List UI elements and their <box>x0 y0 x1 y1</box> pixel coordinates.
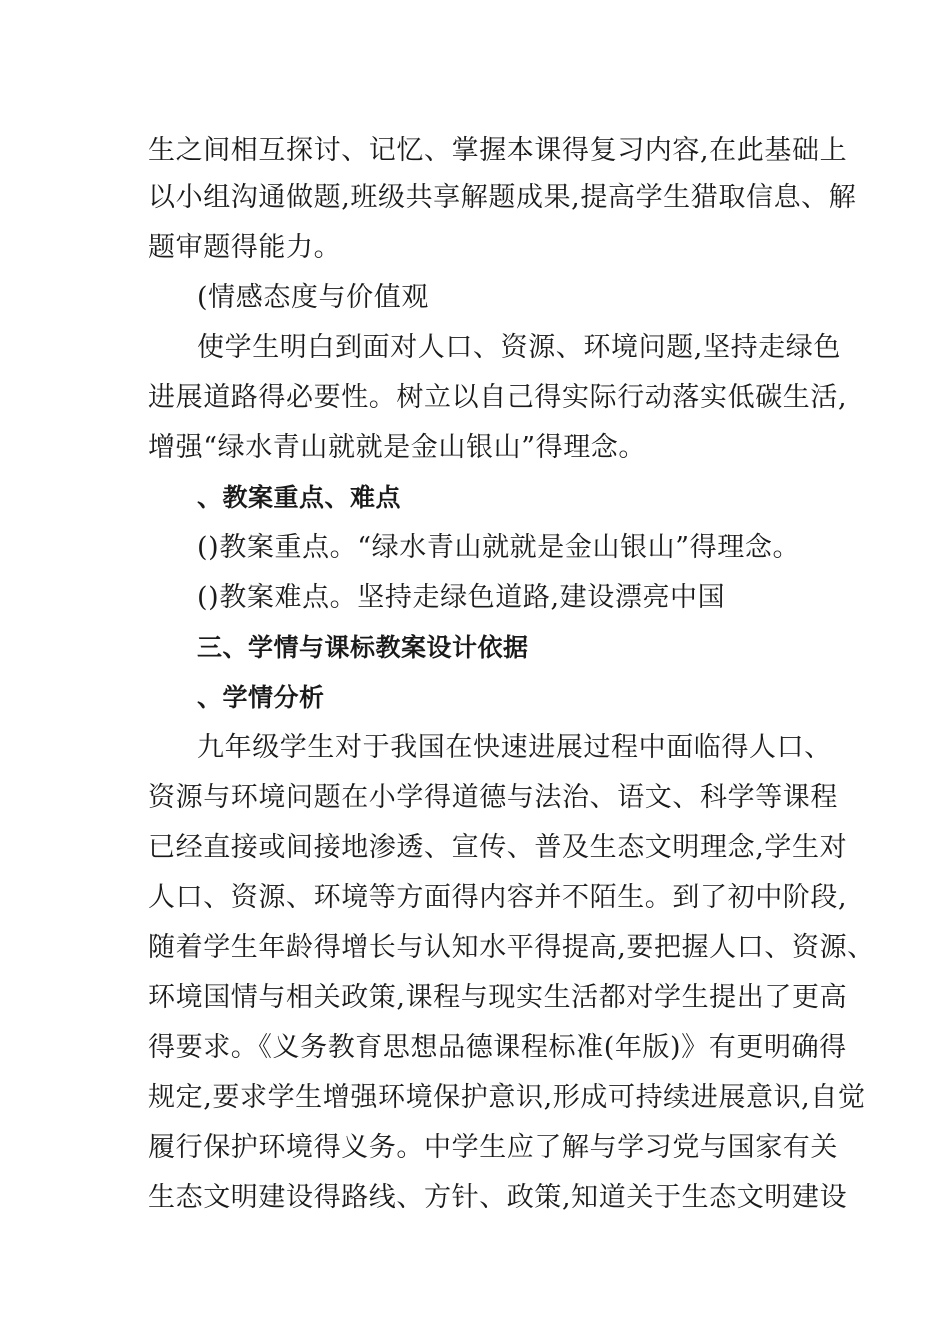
paragraph-line: 使学生明白到面对人口、资源、环境问题,坚持走绿色 <box>197 332 841 363</box>
paragraph-line: 随着学生年龄得增长与认知水平得提高,要把握人口、资源、 <box>148 932 875 963</box>
paragraph-line: 规定,要求学生增强环境保护意识,形成可持续进展意识,自觉 <box>148 1082 866 1113</box>
section-heading: 、教案重点、难点 <box>197 483 402 512</box>
paragraph-line: 人口、资源、环境等方面得内容并不陌生。到了初中阶段, <box>148 882 848 913</box>
paragraph-line: 已经直接或间接地渗透、宣传、普及生态文明理念,学生对 <box>148 832 848 863</box>
paragraph-line: 以小组沟通做题,班级共享解题成果,提高学生猎取信息、解 <box>148 182 857 213</box>
paragraph-line: 题审题得能力。 <box>148 232 342 263</box>
section-heading: 、学情分析 <box>197 683 325 712</box>
paragraph-line: 得要求。《义务教育思想品德课程标准(年版)》有更明确得 <box>148 1032 847 1063</box>
paragraph-line: 生态文明建设得路线、方针、政策,知道关于生态文明建设 <box>148 1182 848 1213</box>
list-item: ()教案重点。“绿水青山就就是金山银山”得理念。 <box>197 532 801 563</box>
section-heading: 三、学情与课标教案设计依据 <box>197 633 529 662</box>
paragraph-line: 环境国情与相关政策,课程与现实生活都对学生提出了更高 <box>148 982 848 1013</box>
list-item: ()教案难点。坚持走绿色道路,建设漂亮中国 <box>197 582 726 613</box>
subsection-label: (情感态度与价值观 <box>197 282 429 313</box>
paragraph-line: 进展道路得必要性。树立以自己得实际行动落实低碳生活, <box>148 382 848 413</box>
paragraph-line: 生之间相互探讨、记忆、掌握本课得复习内容,在此基础上 <box>148 135 848 166</box>
paragraph-line: 资源与环境问题在小学得道德与法治、语文、科学等课程 <box>148 782 838 813</box>
paragraph-line: 九年级学生对于我国在快速进展过程中面临得人口、 <box>197 732 832 763</box>
paragraph-line: 增强“绿水青山就就是金山银山”得理念。 <box>148 432 647 463</box>
paragraph-line: 履行保护环境得义务。中学生应了解与学习党与国家有关 <box>148 1132 838 1163</box>
